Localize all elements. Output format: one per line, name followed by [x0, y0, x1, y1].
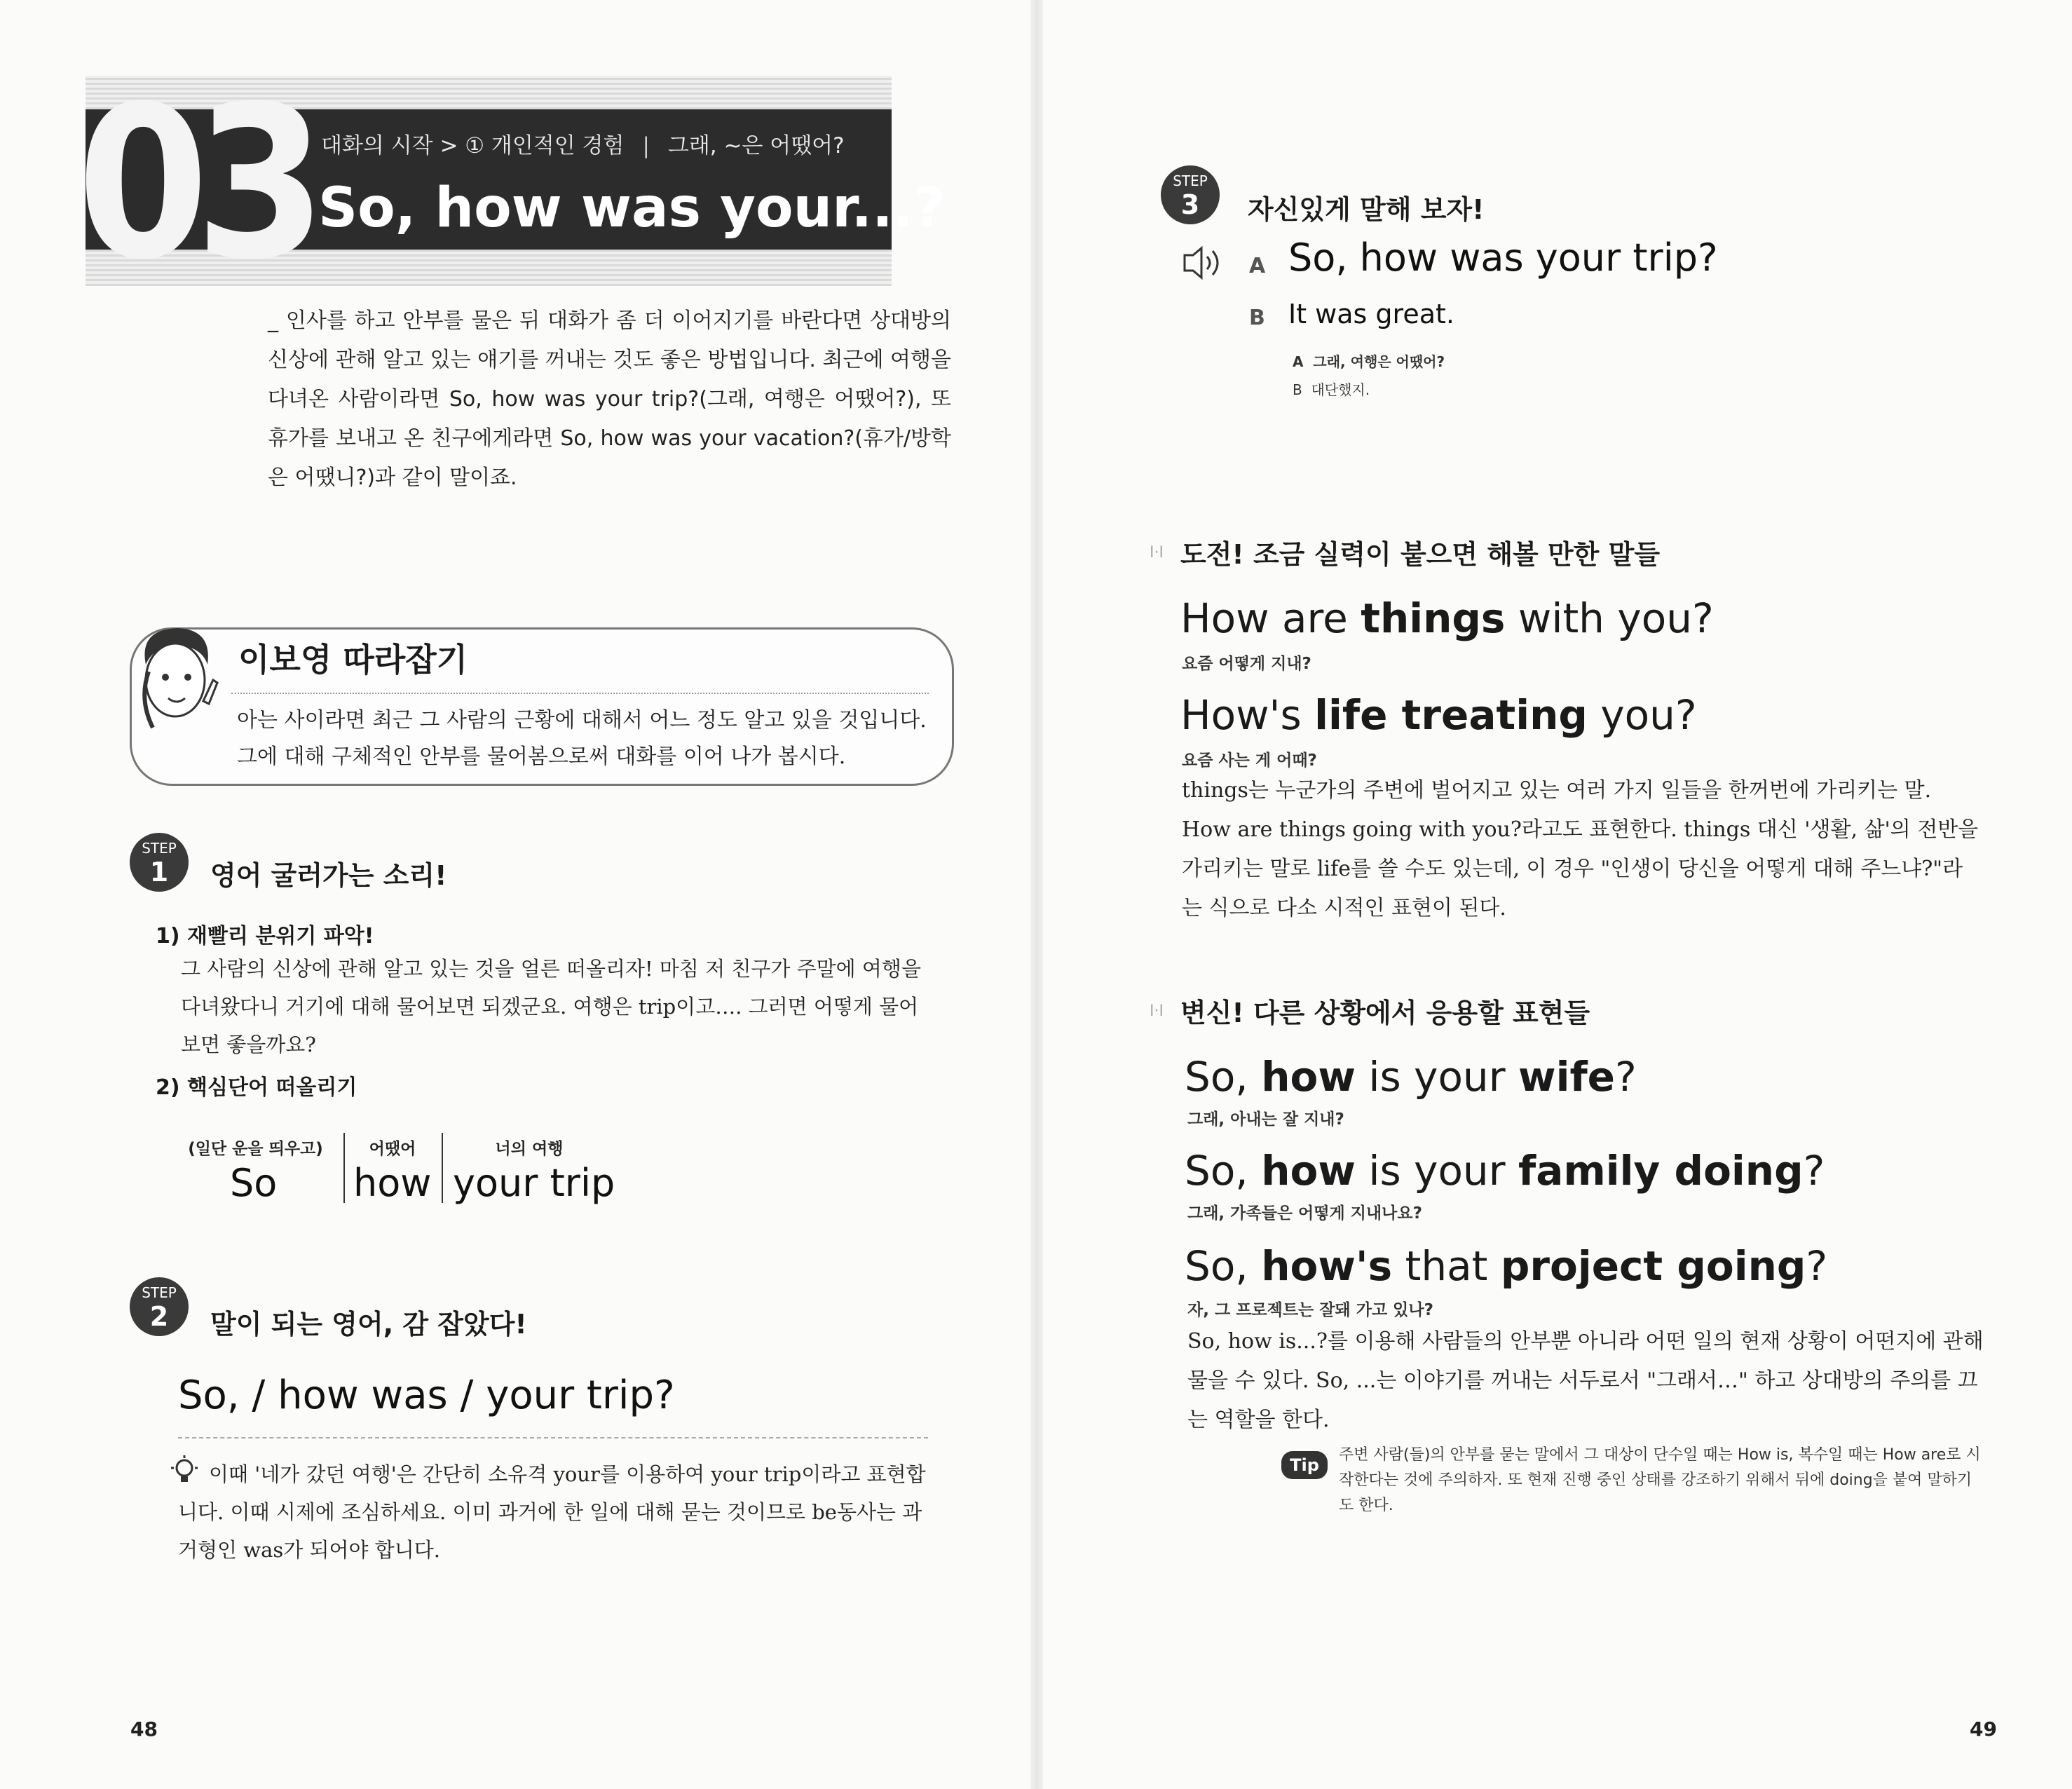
expr-text: So,	[1185, 1053, 1262, 1101]
tip-note-text: 주변 사람(들)의 안부를 묻는 말에서 그 대상이 단수일 때는 How is, 복수일 때는 How are로 시작한다는 것에 주의하자. 또 현재 진행 중인 상태를 강조하기 위해서 뒤에 doing을 붙여 말하기도 한다.	[1339, 1446, 1981, 1514]
step1-badge-label: STEP	[142, 840, 177, 857]
expr-keyword: things	[1361, 594, 1506, 642]
teacher-face-icon	[125, 623, 223, 742]
breadcrumb-topic: 그래, ~은 어땠어?	[667, 133, 845, 158]
step1-badge-number: 1	[149, 857, 169, 887]
variation-gloss-3: 자, 그 프로젝트는 잘돼 가고 있나?	[1187, 1301, 1433, 1319]
breadcrumb-separator: |	[642, 133, 650, 158]
variation-gloss-1: 그래, 아내는 잘 지내?	[1187, 1110, 1344, 1129]
expr-keyword: how	[1261, 1053, 1356, 1101]
expr-keyword: how	[1261, 1147, 1356, 1195]
challenge-explanation: things는 누군가의 주변에 벌어지고 있는 여러 가지 일들을 한꺼번에 가리키는 말. How are things going with you?라고도 표현한다. things 대신 '생활, 삶'의 전반을 가리키는 말로 life를 쓸 수도 있는데, 이 경우 "인생이 당신을 어떻게 대해 주느냐?"라는 식으로 다소 시적인 표현이 된다.	[1182, 778, 1979, 920]
challenge-marker: I·I	[1150, 544, 1164, 562]
sound-speaker-icon	[1180, 243, 1229, 283]
expr-text: is your	[1355, 1147, 1518, 1195]
step1-sub2: 2) 핵심단어 떠올리기	[156, 1075, 357, 1100]
expr-text: How's	[1180, 691, 1315, 739]
expr-text: with you?	[1505, 594, 1714, 642]
step2-title: 말이 되는 영어, 감 잡았다!	[210, 1309, 527, 1340]
translation-a-text: 그래, 여행은 어땠어?	[1313, 353, 1445, 370]
dialog-b-label: B	[1249, 306, 1265, 330]
keyword-word: how	[353, 1161, 432, 1205]
expr-text: is your	[1355, 1053, 1518, 1101]
expr-text: ?	[1803, 1147, 1825, 1195]
step2-note: 이때 '네가 갔던 여행'은 간단히 소유격 your를 이용하여 your trip이라고 표현합니다. 이때 시제에 조심하세요. 이미 과거에 한 일에 대해 묻는 것이므로 be동사는 과거형인 was가 되어야 합니다.	[178, 1462, 926, 1562]
expr-text: that	[1392, 1242, 1501, 1290]
expr-text: you?	[1587, 691, 1697, 739]
step3-badge-number: 3	[1180, 189, 1200, 220]
variation-marker: I·I	[1150, 1002, 1164, 1020]
intro-paragraph: _ 인사를 하고 안부를 물은 뒤 대화가 좀 더 이어지기를 바란다면 상대방의 신상에 관해 알고 있는 얘기를 꺼내는 것도 좋은 방법입니다. 최근에 여행을 다녀온 사람이라면 So, how was your trip?(그래, 여행은 어땠어?), 또 휴가를 보내고 온 친구에게라면 So, how was your vacation?(휴가/방학은 어땠니?)과 같이 말이죠.	[268, 308, 951, 490]
expr-keyword: project going	[1500, 1242, 1806, 1290]
dialog-a-label: A	[1249, 254, 1266, 278]
expr-keyword: family doing	[1518, 1147, 1804, 1195]
step3-badge-label: STEP	[1173, 172, 1208, 189]
tip-box-text: 아는 사이라면 최근 그 사람의 근황에 대해서 어느 정도 알고 있을 것입니다. 그에 대해 구체적인 안부를 물어봄으로써 대화를 이어 나가 봅시다.	[237, 708, 927, 769]
breadcrumb-section: 대화의 시작 > ① 개인적인 경험	[321, 133, 625, 158]
step3-badge	[1161, 165, 1220, 224]
variation-explanation: So, how is...?를 이용해 사람들의 안부뿐 아니라 어떤 일의 현재 상황이 어떤지에 관해 물을 수 있다. So, ...는 이야기를 꺼내는 서두로서 "그래서…" 하고 상대방의 주의를 끄는 역할을 한다.	[1187, 1329, 1984, 1432]
translation-b-text: 대단했지.	[1311, 381, 1370, 398]
lesson-title: So, how was your...?	[318, 177, 946, 240]
expr-text: ?	[1615, 1053, 1637, 1101]
tip-box-title: 이보영 따라잡기	[238, 641, 468, 679]
challenge-expression-1	[1180, 594, 1714, 642]
page-number-right: 49	[1970, 1717, 1997, 1741]
expr-text: So,	[1185, 1147, 1262, 1195]
breadcrumb	[321, 128, 845, 159]
variation-title: 변신! 다른 상황에서 응용할 표현들	[1180, 998, 1590, 1028]
dialog-translation-a	[1293, 351, 1445, 371]
expr-text: How are	[1180, 594, 1361, 642]
expr-text: So,	[1185, 1242, 1262, 1290]
expr-keyword: how's	[1261, 1242, 1393, 1290]
keyword-gloss: (일단 운을 띄우고)	[188, 1140, 323, 1158]
step2-badge	[130, 1277, 189, 1336]
dialog-translation-b	[1293, 379, 1370, 399]
step1-body: 그 사람의 신상에 관해 알고 있는 것을 얼른 떠올리자! 마침 저 친구가 주말에 여행을 다녀왔다니 거기에 대해 물어보면 되겠군요. 여행은 trip이고…. 그러면 어떻게 물어보면 좋을까요?	[181, 957, 921, 1056]
variation-expression-2	[1185, 1147, 1825, 1195]
lesson-number: 03	[77, 61, 313, 306]
dialog-b-line: It was great.	[1288, 299, 1454, 329]
keyword-word: So	[230, 1161, 278, 1205]
challenge-title: 도전! 조금 실력이 붙으면 해볼 만한 말들	[1180, 539, 1661, 570]
book-gutter	[1030, 0, 1043, 1789]
variation-expression-1	[1185, 1053, 1637, 1101]
keyword-gloss: 어땠어	[369, 1140, 416, 1158]
keyword-divider	[343, 1133, 345, 1203]
tip-label-badge: Tip	[1281, 1451, 1328, 1479]
step2-badge-label: STEP	[142, 1284, 177, 1301]
challenge-expression-2	[1180, 691, 1697, 739]
expr-keyword: wife	[1518, 1053, 1616, 1101]
challenge-gloss-1: 요즘 어떻게 지내?	[1182, 655, 1311, 673]
keyword-divider	[442, 1133, 443, 1203]
variation-expression-3	[1185, 1242, 1827, 1290]
keyword-gloss: 너의 여행	[495, 1140, 564, 1158]
translation-b-label: B	[1293, 381, 1302, 398]
expr-text: ?	[1806, 1242, 1828, 1290]
step1-badge	[130, 833, 189, 892]
keyword-word: your trip	[453, 1161, 615, 1205]
step1-title: 영어 굴러가는 소리!	[210, 860, 447, 891]
step2-sentence: So, / how was / your trip?	[178, 1373, 675, 1418]
step2-badge-number: 2	[149, 1301, 169, 1332]
translation-a-label: A	[1293, 353, 1304, 370]
page-number-left: 48	[130, 1717, 158, 1741]
expr-keyword: life treating	[1314, 691, 1588, 739]
step1-sub1: 1) 재빨리 분위기 파악!	[156, 924, 374, 948]
challenge-gloss-2: 요즘 사는 게 어때?	[1182, 751, 1317, 770]
dialog-a-line: So, how was your trip?	[1288, 236, 1718, 280]
step3-title: 자신있게 말해 보자!	[1248, 194, 1485, 225]
step2-divider	[178, 1437, 928, 1438]
variation-gloss-2: 그래, 가족들은 어떻게 지내나요?	[1187, 1204, 1422, 1223]
tip-box-divider	[231, 693, 929, 694]
